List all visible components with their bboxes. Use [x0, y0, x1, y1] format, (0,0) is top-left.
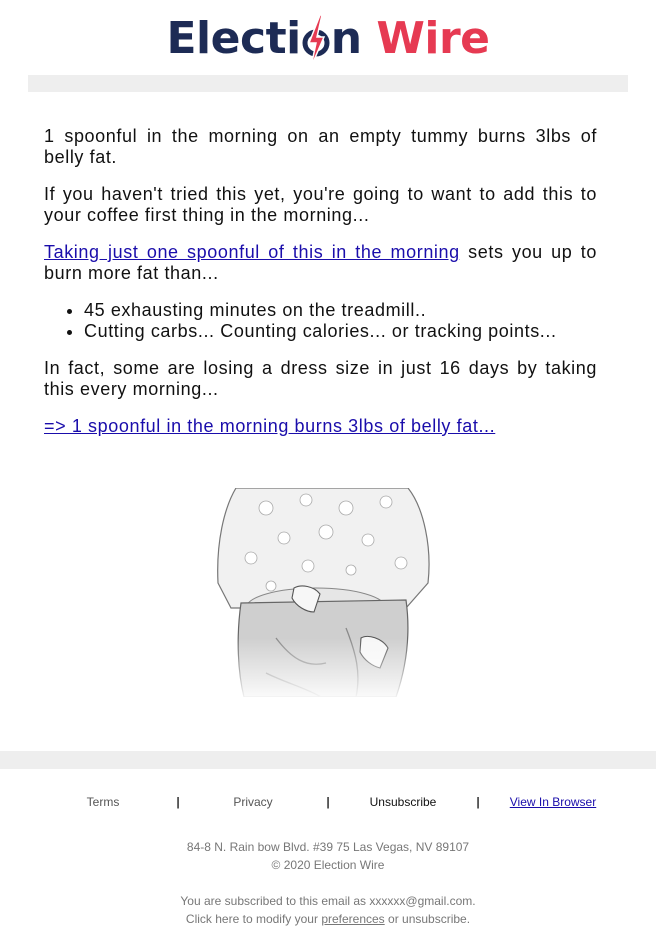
footer-links — [38, 792, 618, 812]
separator: | — [476, 795, 480, 809]
election-wire-logo[interactable] — [0, 10, 656, 72]
terms-link[interactable]: Terms — [86, 795, 120, 809]
mailing-address: 84-8 N. Rain bow Blvd. #39 75 Las Vegas, NV 89107 — [186, 840, 470, 854]
email-body — [44, 126, 597, 453]
view-in-browser-link[interactable]: View In Browser — [509, 795, 597, 809]
modify-preferences-line — [0, 910, 656, 928]
footer-divider-bar — [0, 751, 656, 769]
paragraph-spoonful — [44, 242, 597, 284]
separator: | — [326, 795, 330, 809]
paragraph-coffee: If you haven't tried this yet, you're going to want to add this to your coffee first thing in the morning... — [44, 184, 597, 225]
separator: | — [176, 795, 180, 809]
privacy-link[interactable]: Privacy — [233, 795, 273, 809]
modify-prefix-text: Click here to modify your — [185, 912, 322, 926]
subscription-info — [0, 892, 656, 928]
header-divider-bar — [28, 75, 628, 92]
footer-address-block — [0, 838, 656, 874]
bullet-list — [44, 300, 597, 342]
logo-text-election: Electi — [166, 13, 301, 64]
logo-text-n: n — [330, 13, 362, 64]
paragraph-spoonful-text: sets you up to burn more fat than... — [44, 242, 598, 283]
preferences-link[interactable]: preferences — [321, 912, 385, 926]
paragraph-dress-size: In fact, some are losing a dress size in just 16 days by taking this every morning... — [44, 358, 597, 399]
spoonful-link[interactable]: Taking just one spoonful of this in the morning — [44, 242, 460, 262]
copyright-text: © 2020 Election Wire — [271, 858, 385, 872]
paragraph-cta — [44, 416, 597, 437]
paragraph-intro: 1 spoonful in the morning on an empty tummy burns 3lbs of belly fat. — [44, 126, 597, 167]
subscribed-email-text: You are subscribed to this email as xxxxxx@gmail.com. — [180, 894, 476, 908]
lightning-bolt-icon — [302, 13, 330, 69]
belly-fat-photo[interactable] — [196, 488, 446, 697]
list-item: • Cutting carbs... Counting calories... or tracking points... — [84, 321, 597, 342]
modify-suffix-text: or unsubscribe. — [384, 912, 471, 926]
logo-text-wire: Wire — [376, 13, 490, 64]
unsubscribe-link[interactable]: Unsubscribe — [369, 795, 437, 809]
cta-link[interactable]: => 1 spoonful in the morning burns 3lbs of belly fat... — [44, 416, 496, 436]
list-item: • 45 exhausting minutes on the treadmill.. — [84, 300, 597, 321]
